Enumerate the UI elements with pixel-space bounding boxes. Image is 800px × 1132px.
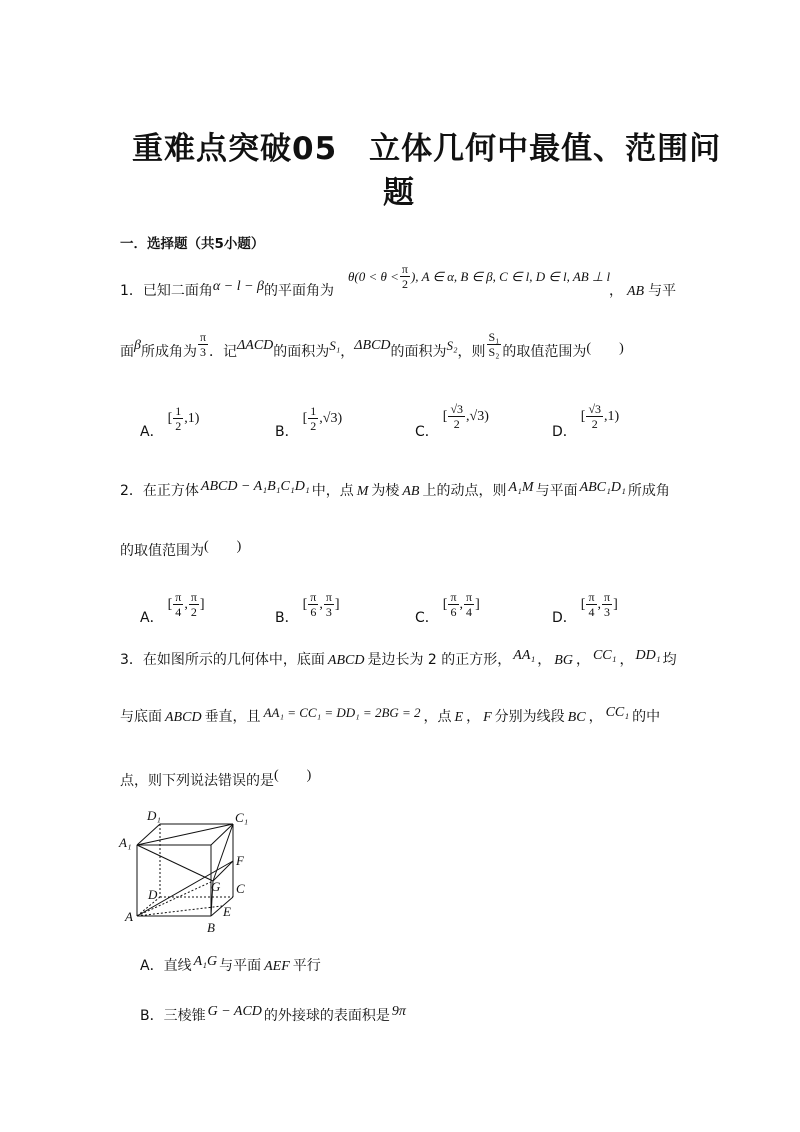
q2-text: 所成角 <box>627 483 670 499</box>
q3-number: 3．在如图所示的几何体中，底面 <box>120 652 325 668</box>
option-tail: ,1) <box>604 408 620 424</box>
option-fraction-1 <box>308 590 318 619</box>
label-b: B <box>207 920 215 935</box>
q3-edge-dd1: DD₁ <box>635 648 661 663</box>
fraction-numerator: π <box>604 590 611 604</box>
q1-triangle-bcd: ΔBCD <box>354 337 391 353</box>
option-tail: ,√3) <box>466 408 489 424</box>
q3-comma: ， <box>575 652 590 668</box>
q1-line1 <box>120 280 334 300</box>
q3-text: 的中 <box>632 709 661 725</box>
option-fraction <box>308 404 318 433</box>
edge-a1-g <box>137 845 213 881</box>
label-g: G <box>211 879 221 894</box>
option-bracket-close: ] <box>334 596 340 612</box>
q2-point-m: M <box>356 484 369 499</box>
q3-comma: ， <box>588 709 603 725</box>
fraction-denominator: 6 <box>310 605 317 619</box>
option-fraction-1 <box>586 590 596 619</box>
option-label: A． <box>140 423 164 440</box>
option-fraction-2 <box>464 590 474 619</box>
q1-triangle-acd: ΔACD <box>237 337 274 353</box>
option-bracket-close: ] <box>475 596 480 612</box>
fraction-numerator: π <box>466 590 473 604</box>
option-label: A． <box>140 609 164 626</box>
option-bracket: [ <box>580 408 586 424</box>
q3-base: ABCD <box>327 653 365 668</box>
q2-text: 与平面 <box>535 483 578 499</box>
q1-ratio-fraction <box>487 330 502 359</box>
option-label: A．直线 <box>140 958 192 974</box>
q3-text: 分别为线段 <box>494 709 565 725</box>
fraction-denominator: 4 <box>588 605 595 619</box>
q2-text: 上的动点，则 <box>422 483 507 499</box>
q1-beta: β <box>134 337 141 353</box>
q1-text: 的面积为 <box>390 343 447 360</box>
fraction-denominator: 6 <box>450 605 457 619</box>
option-text: 的外接球的表面积是 <box>263 1008 390 1024</box>
q2-line1 <box>120 480 670 500</box>
q3-answer-blank: ( ) <box>274 768 312 783</box>
section-heading: 一．选择题（共5小题） <box>120 236 265 252</box>
label-c1: C₁ <box>235 810 249 825</box>
q1-answer-blank: ( ) <box>586 340 624 356</box>
fraction-denominator: 2 <box>310 419 317 433</box>
q1-text: 的平面角为 <box>264 283 335 299</box>
q2-option-a[interactable]: A． [ $\frac{\pi}{4}$ , $\frac{\pi}{2}$ ] <box>140 590 205 626</box>
label-a: A <box>125 909 133 924</box>
q3-text: 点，则下列说法错误的是 <box>120 773 274 789</box>
label-f: F <box>236 853 244 868</box>
option-text: 与平面 <box>219 958 262 974</box>
fraction-denominator: 2 <box>591 417 598 431</box>
fraction-denominator: 3 <box>200 345 207 359</box>
q2-text: 中，点 <box>311 483 354 499</box>
q1-comma: ， <box>609 283 623 299</box>
q3-comma: ， <box>619 652 634 668</box>
q1-angle-fraction <box>198 330 208 359</box>
q3-area-value: 9π <box>391 1004 406 1019</box>
fraction-numerator: π <box>450 590 457 604</box>
page-title: 重难点突破05 立体几何中最值、范围问 <box>132 131 722 167</box>
q2-cube: ABCD − A₁B₁C₁D₁ <box>200 479 310 494</box>
q2-answer-blank: ( ) <box>204 539 242 554</box>
option-label: C． <box>415 423 439 440</box>
q3-geometry-figure <box>115 805 265 940</box>
q1-ab: AB <box>627 284 645 299</box>
q3-edge-cc1: CC₁ <box>592 648 617 663</box>
option-bracket: [ <box>302 410 308 426</box>
q3-option-a[interactable] <box>140 955 321 975</box>
fraction-numerator: √3 <box>450 402 464 416</box>
q3-line-a1g: A₁G <box>193 954 218 969</box>
q2-text: 的取值范围为 <box>120 543 204 559</box>
q3-plane-aef: AEF <box>264 959 290 974</box>
q1-condition <box>348 262 610 291</box>
q3-pyramid: G − ACD <box>207 1004 262 1019</box>
q2-line2 <box>120 540 241 560</box>
option-fraction-2 <box>324 590 334 619</box>
fraction-denominator: 2 <box>453 417 460 431</box>
q3-text: 是边长为 2 的正方形， <box>367 652 512 668</box>
q1-text: ， <box>340 343 355 360</box>
q1-dihedral: α − l − β <box>212 279 265 294</box>
q2-option-c[interactable]: C． [ $\frac{\pi}{6}$ , $\frac{\pi}{4}$ ] <box>415 590 480 626</box>
q3-comma: ， <box>537 652 552 668</box>
q3-segment-cc1: CC₁ <box>605 705 630 720</box>
option-bracket-open: [ <box>167 596 173 612</box>
option-bracket-close: ] <box>613 596 618 612</box>
q3-text: 均 <box>662 652 677 668</box>
fraction-denominator: 2 <box>401 277 408 291</box>
q1-text: 的面积为 <box>273 343 330 360</box>
q3-point-f: F <box>483 710 492 725</box>
fraction-numerator: π <box>199 330 207 344</box>
q2-text: 为棱 <box>371 483 400 499</box>
label-d: D <box>148 887 158 902</box>
option-fraction <box>173 404 183 433</box>
fraction-denominator: 3 <box>325 605 332 619</box>
q1-cond-pre: θ(0 < θ < <box>348 268 399 284</box>
fraction-numerator: π <box>175 590 182 604</box>
option-label: B．三棱锥 <box>140 1008 206 1024</box>
q3-base: ABCD <box>165 710 202 725</box>
option-bracket: [ <box>167 410 173 426</box>
q2-option-d[interactable]: D． [ $\frac{\pi}{4}$ , $\frac{\pi}{3}$ ] <box>552 590 618 626</box>
fraction-denominator: 2 <box>190 605 197 619</box>
option-bracket-open: [ <box>442 596 448 612</box>
q1-option-d[interactable] <box>552 402 620 440</box>
q2-option-b[interactable]: B． [ $\frac{\pi}{6}$ , $\frac{\pi}{3}$ ] <box>275 590 340 626</box>
option-fraction-2 <box>189 590 199 619</box>
q3-point-e: E <box>454 710 464 725</box>
fraction-denominator: 2 <box>175 419 182 433</box>
q3-comma: ， <box>466 709 481 725</box>
q2-edge-ab: AB <box>402 484 420 499</box>
option-label: D． <box>552 609 577 626</box>
q3-option-b[interactable] <box>140 1005 406 1025</box>
option-fraction-1 <box>173 590 183 619</box>
q1-text: ．记 <box>209 343 238 360</box>
option-label: C． <box>415 609 439 626</box>
fraction-numerator: π <box>588 590 595 604</box>
option-tail: ,1) <box>184 410 200 426</box>
fraction-denominator: S₂ <box>488 345 500 359</box>
hidden-edge-a-e <box>137 906 222 916</box>
q3-text: 垂直，且 <box>204 709 261 725</box>
fraction-numerator: 1 <box>310 404 317 418</box>
option-fraction-1 <box>448 590 458 619</box>
q1-cond-post: ), A ∈ α, B ∈ β, C ∈ l, D ∈ l, AB ⊥ l <box>410 268 611 284</box>
edge-a1-d1 <box>137 824 160 845</box>
fraction-numerator: π <box>190 590 197 604</box>
q1-line1-end <box>609 280 676 300</box>
fraction-numerator: π <box>310 590 317 604</box>
q3-edge-bg: BG <box>554 653 573 668</box>
q1-text: 与平 <box>648 283 677 299</box>
fraction-numerator: π <box>401 262 408 276</box>
q1-text: 面 <box>120 343 134 360</box>
q1-s2: S₂ <box>446 337 458 353</box>
option-tail: ,√3) <box>319 410 343 426</box>
q2-plane: ABC₁D₁ <box>579 480 626 495</box>
label-e: E <box>223 904 231 919</box>
q3-text: ，点 <box>423 709 452 725</box>
q1-text: 的取值范围为 <box>502 343 587 360</box>
q3-edge-aa1: AA₁ <box>513 648 536 663</box>
option-bracket: [ <box>442 408 448 424</box>
q1-text: ，则 <box>457 343 486 360</box>
option-bracket-open: [ <box>302 596 308 612</box>
option-label: D． <box>552 423 577 440</box>
fraction-denominator: 4 <box>175 605 182 619</box>
q1-option-b[interactable] <box>275 404 343 440</box>
q1-s1: S₁ <box>329 337 341 353</box>
q3-line3 <box>120 770 311 790</box>
q2-line-a1m: A₁M <box>508 480 534 495</box>
q1-text: 所成角为 <box>140 343 197 360</box>
option-bracket-open: [ <box>580 596 586 612</box>
q1-option-a[interactable] <box>140 404 200 440</box>
q2-number: 2．在正方体 <box>120 483 199 499</box>
edge-g-c1 <box>213 824 233 881</box>
q3-line1 <box>120 649 677 669</box>
q1-option-c[interactable] <box>415 402 489 440</box>
label-a1: A₁ <box>119 835 132 850</box>
q3-equation: AA₁ = CC₁ = DD₁ = 2BG = 2 <box>263 705 421 720</box>
q1-cond-fraction <box>400 262 410 291</box>
fraction-numerator: S₁ <box>488 330 500 344</box>
option-label: B． <box>275 609 299 626</box>
fraction-numerator: √3 <box>588 402 602 416</box>
fraction-numerator: 1 <box>175 404 182 418</box>
fraction-numerator: π <box>325 590 332 604</box>
q3-text: 与底面 <box>120 709 162 725</box>
page-title-continued: 题 <box>383 175 415 211</box>
q1-line2 <box>120 330 624 365</box>
option-bracket-close: ] <box>199 596 205 612</box>
option-fraction-2 <box>602 590 612 619</box>
label-d1: D₁ <box>147 808 161 823</box>
label-c: C <box>236 881 245 896</box>
q3-line2 <box>120 706 660 726</box>
fraction-denominator: 3 <box>604 605 611 619</box>
q1-number: 1．已知二面角 <box>120 283 213 299</box>
option-text: 平行 <box>292 958 321 974</box>
option-label: B． <box>275 423 299 440</box>
option-fraction <box>448 402 465 431</box>
q3-segment-bc: BC <box>567 710 586 725</box>
option-fraction <box>586 402 603 431</box>
edge-a1-c1 <box>137 824 233 845</box>
fraction-denominator: 4 <box>466 605 473 619</box>
